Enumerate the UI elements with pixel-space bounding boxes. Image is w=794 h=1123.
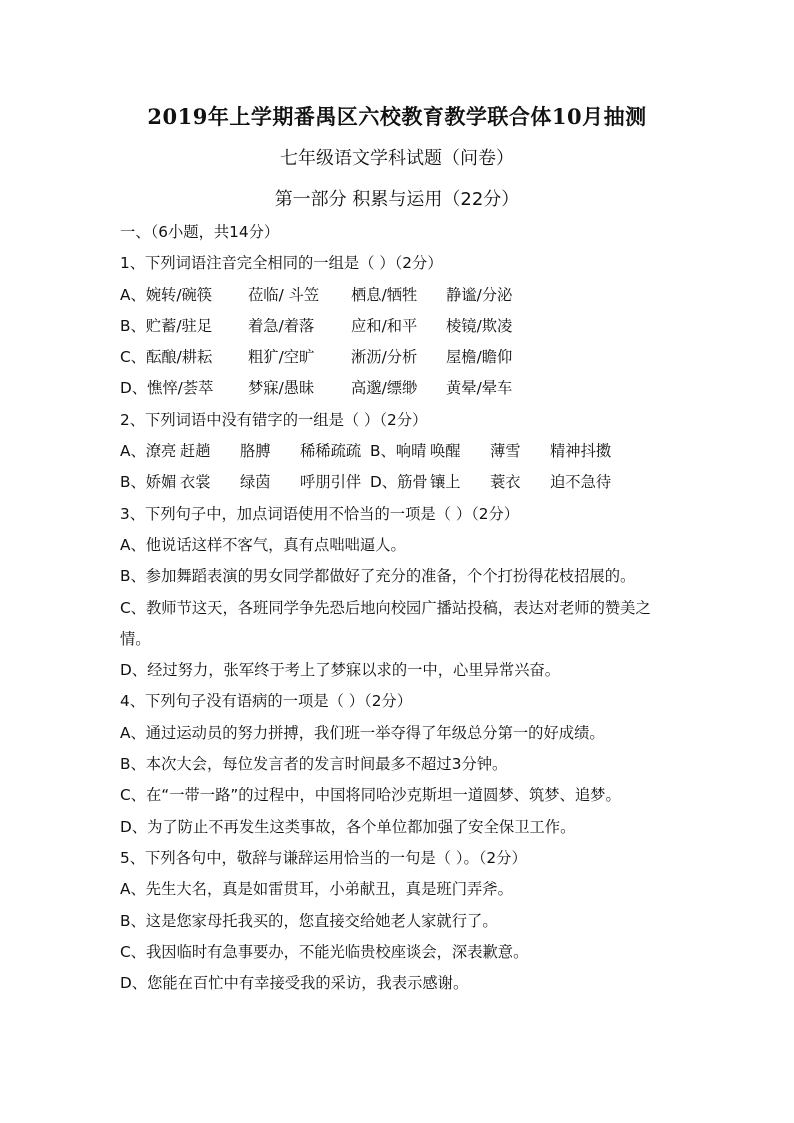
- option-text: B、响晴: [370, 442, 427, 461]
- q5-option-a: A、先生大名，真是如雷贯耳，小弟献丑，真是班门弄斧。: [120, 880, 513, 899]
- q3-stem: 3、下列句子中，加点词语使用不恰当的一项是（ ）（2分）: [120, 504, 520, 523]
- q3-option-c: C、教师节这天，各班同学争先恐后地向校园广播站投稿，表达对老师的赞美之: [120, 598, 651, 617]
- option-text: 迫不急待: [550, 473, 612, 492]
- q5-option-b: B、这是您家母托我买的，您直接交给她老人家就行了。: [120, 911, 498, 930]
- q1-option-c: [120, 342, 690, 373]
- option-text: 淅沥/分析: [351, 348, 418, 367]
- option-text: D、筋骨: [370, 473, 428, 492]
- option-text: 黄晕/晕车: [446, 379, 513, 398]
- q4-option-a: A、通过运动员的努力拼搏，我们班一举夺得了年级总分第一的好成绩。: [120, 723, 605, 742]
- section-heading: 一、（6小题，共14分）: [120, 223, 280, 241]
- q4-option-c: C、在“一带一路”的过程中，中国将同哈沙克斯坦一道圆梦、筑梦、追梦。: [120, 786, 621, 805]
- option-text: 静谧/分泌: [446, 285, 513, 304]
- q2-options-row2: [120, 467, 690, 498]
- option-text: 栖息/牺牲: [351, 285, 418, 304]
- option-text: 衣裳: [180, 473, 211, 492]
- q1-option-d: [120, 373, 690, 404]
- option-text: 胳膊: [240, 442, 271, 461]
- questions-body: [120, 217, 690, 999]
- option-text: 稀稀疏疏: [300, 442, 362, 461]
- q1-option-b: [120, 311, 690, 342]
- option-text: 莅临/ 斗笠: [248, 285, 320, 304]
- q5-stem: 5、下列各句中，敬辞与谦辞运用恰当的一句是（ ）。（2分）: [120, 848, 527, 867]
- q1-stem: 1、下列词语注音完全相同的一组是（ ）（2分）: [120, 254, 443, 273]
- option-text: A、婉转/碗筷: [120, 285, 213, 304]
- option-text: 梦寐/愚昧: [248, 379, 315, 398]
- option-text: A、潦亮: [120, 442, 177, 461]
- option-text: 呼朋引伴: [300, 473, 362, 492]
- option-text: 应和/和平: [351, 316, 418, 335]
- option-text: 粗犷/空旷: [248, 348, 315, 367]
- option-text: 唤醒: [430, 442, 461, 461]
- q3-option-c-continued: 情。: [120, 629, 151, 648]
- option-text: 着急/着落: [248, 316, 315, 335]
- q5-option-d: D、您能在百忙中有幸接受我的采访，我表示感谢。: [120, 974, 469, 993]
- q2-options-row1: [120, 436, 690, 467]
- q3-option-a: A、他说话这样不客气，真有点咄咄逼人。: [120, 535, 406, 554]
- q3-option-b: B、参加舞蹈表演的男女同学都做好了充分的准备，个个打扮得花枝招展的。: [120, 567, 636, 586]
- option-text: 屋檐/瞻仰: [446, 348, 513, 367]
- option-text: C、酝酿/耕耘: [120, 348, 213, 367]
- option-text: 高邈/缥缈: [351, 379, 418, 398]
- option-text: 薄雪: [490, 442, 521, 461]
- option-text: 镶上: [430, 473, 461, 492]
- option-text: 棱镜/欺凌: [446, 316, 513, 335]
- exam-subtitle: 七年级语文学科试题（问卷）: [280, 148, 514, 169]
- option-text: B、娇媚: [120, 473, 177, 492]
- q1-option-a: [120, 280, 690, 311]
- option-text: 绿茵: [240, 473, 271, 492]
- part-heading: 第一部分 积累与运用（22分）: [274, 189, 520, 210]
- q4-stem: 4、下列句子没有语病的一项是（ ）（2分）: [120, 692, 413, 711]
- option-text: D、憔悴/荟萃: [120, 379, 214, 398]
- q5-option-c: C、我因临时有急事要办，不能光临贵校座谈会，深表歉意。: [120, 942, 529, 961]
- option-text: 赶趟: [180, 442, 211, 461]
- q4-option-b: B、本次大会，每位发言者的发言时间最多不超过3分钟。: [120, 755, 508, 774]
- q2-stem: 2、下列词语中没有错字的一组是（ ）（2分）: [120, 410, 428, 429]
- option-text: 精神抖擞: [550, 442, 612, 461]
- q4-option-d: D、为了防止不再发生这类事故，各个单位都加强了安全保卫工作。: [120, 817, 576, 836]
- option-text: B、贮蓄/驻足: [120, 316, 213, 335]
- exam-title: 2019年上学期番禺区六校教育教学联合体10月抽测: [147, 104, 647, 129]
- option-text: 蓑衣: [490, 473, 521, 492]
- q3-option-d: D、经过努力，张军终于考上了梦寐以求的一中，心里异常兴奋。: [120, 661, 561, 680]
